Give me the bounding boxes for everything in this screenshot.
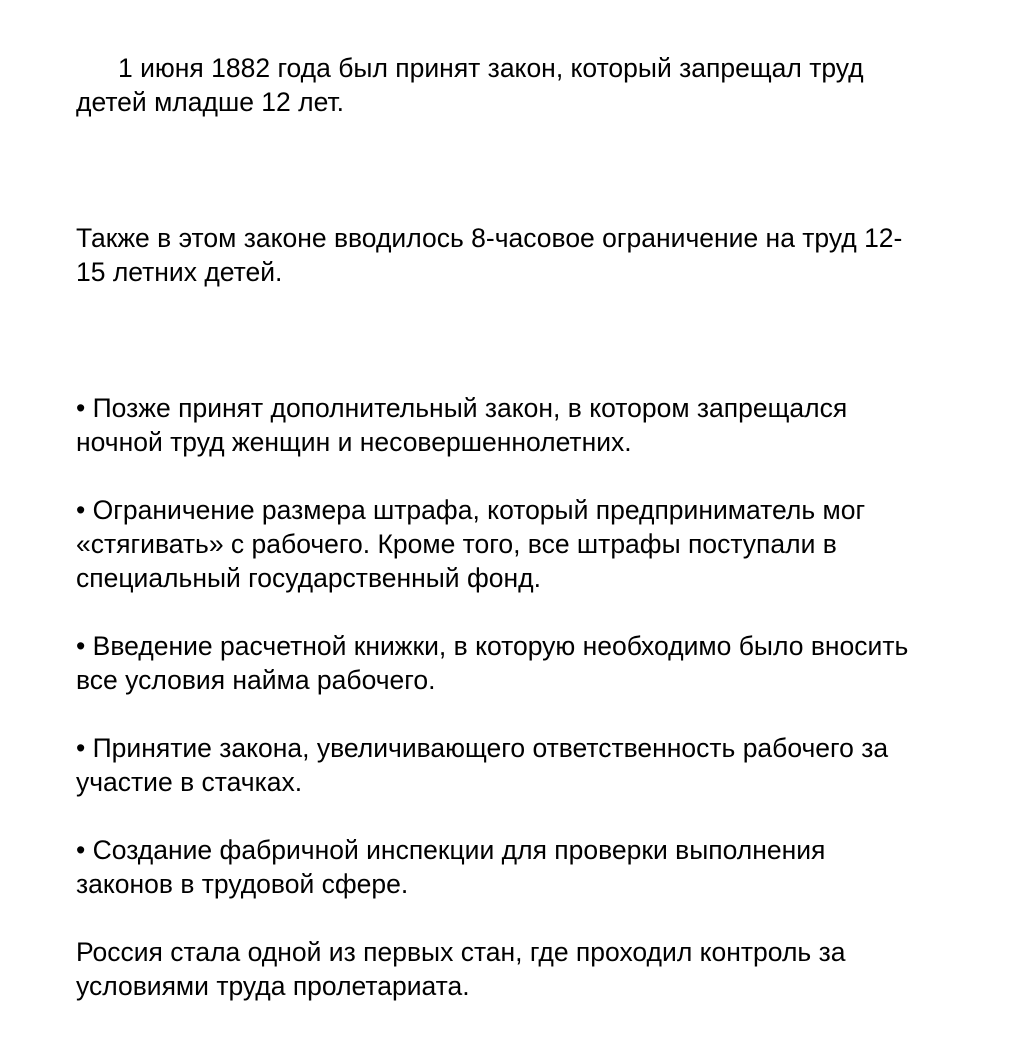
bullet-item: • Принятие закона, увеличивающего ответственность рабочего за участие в стачках. — [76, 733, 889, 797]
bullet-item: • Позже принят дополнительный закон, в котором запрещался ночной труд женщин и несовершеннолетних. — [76, 393, 848, 457]
bullet-item: • Ограничение размера штрафа, который предприниматель мог «стягивать» с рабочего. Кроме того, все штрафы поступали в специальный государственный фонд. — [76, 495, 866, 593]
spacer — [76, 153, 976, 187]
intro-paragraph: 1 июня 1882 года был принят закон, который запрещал труд детей младше 12 лет. — [76, 53, 864, 117]
restriction-paragraph: Также в этом законе вводилось 8-часовое ограничение на труд 12- 15 летних детей. — [76, 223, 903, 287]
bullet-item: • Введение расчетной книжки, в которую необходимо было вносить все условия найма рабочего. — [76, 631, 909, 695]
conclusion-paragraph: Россия стала одной из первых стан, где проходил контроль за условиями труда пролетариата. — [76, 937, 846, 1001]
spacer — [76, 323, 976, 357]
bullet-item: • Создание фабричной инспекции для проверки выполнения законов в трудовой сфере. — [76, 835, 826, 899]
slide-text — [76, 17, 976, 1037]
